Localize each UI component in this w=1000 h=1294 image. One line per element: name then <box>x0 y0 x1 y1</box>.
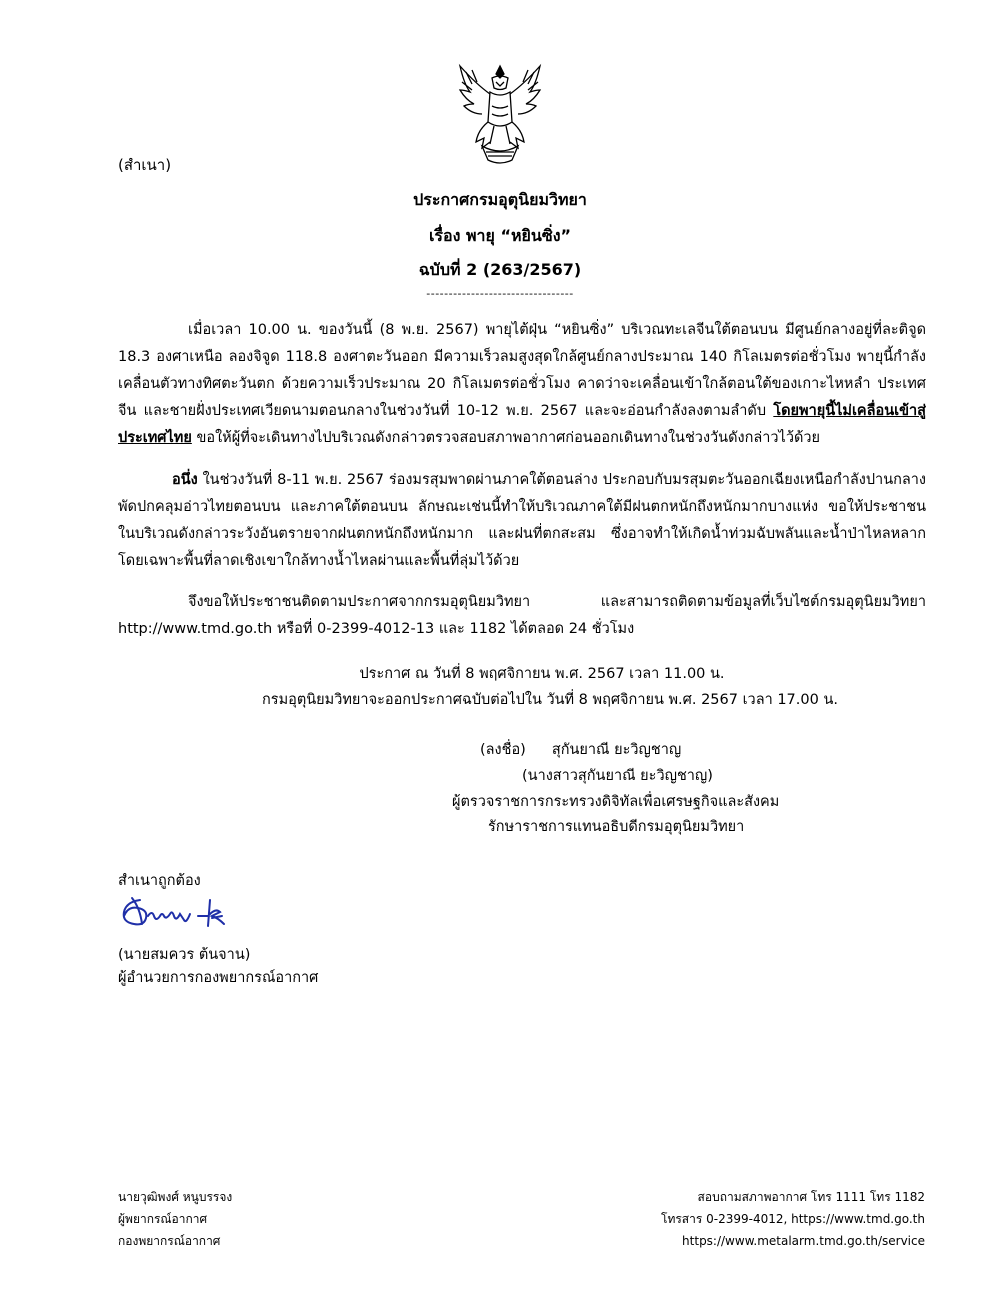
signer-full-name: (นางสาวสุกันยาณี ยะวิญชาญ) <box>522 768 713 784</box>
footer-left-line: นายวุฒิพงศ์ หนูบรรจง <box>118 1190 233 1204</box>
paragraph-tail: ขอให้ผู้ที่จะเดินทางไปบริเวณดังกล่าวตรวจสอบสภาพอากาศก่อนออกเดินทางในช่วงวันดังกล่าวไว้ด้วย <box>191 430 821 446</box>
announcement-issue-number: ฉบับที่ 2 (263/2567) <box>418 260 582 279</box>
announce-date-line: ประกาศ ณ วันที่ 8 พฤศจิกายน พ.ศ. 2567 เวลา 11.00 น. <box>359 666 725 682</box>
signer-position: ผู้ตรวจราชการกระทรวงดิจิทัลเพื่อเศรษฐกิจและสังคม <box>452 794 780 810</box>
signed-name: สุกันยาณี ยะวิญชาญ <box>551 742 682 758</box>
paragraph-text: ในช่วงวันที่ 8-11 พ.ย. 2567 ร่องมรสุมพาดผ่านภาคใต้ตอนล่าง ประกอบกับมรสุมตะวันออกเฉียงเหนือกำลังปานกลางพัดปกคลุมอ่าวไทยตอนบน และภาคใต้ตอนบน ลักษณะเช่นนี้ทำให้บริเวณภาคใต้มีฝนตกหนักถึงหนักมากบางแห่ง ขอให้ประชาชนในบริเวณดังกล่าวระวังอันตรายจากฝนตกหนักถึงหนักมาก และฝนที่ตกสะสม ซึ่งอาจทำให้เกิดน้ำท่วมฉับพลันและน้ำป่าไหลหลาก โดยเฉพาะพื้นที่ลาดเชิงเขาใกล้ทางน้ำไหลผ่านและพื้นที่ลุ่มไว้ด้วย <box>118 472 926 569</box>
paragraph-monsoon-warning <box>118 467 926 575</box>
footer-contact-service-link[interactable]: https://www.metalarm.tmd.go.th/service <box>682 1234 925 1248</box>
footer-contact-phone: สอบถามสภาพอากาศ โทร 1111 โทร 1182 <box>697 1190 925 1204</box>
certifier-position: ผู้อำนวยการกองพยากรณ์อากาศ <box>118 970 319 986</box>
announcement-title: ประกาศกรมอุตุนิยมวิทยา <box>413 190 587 209</box>
paragraph-storm-status <box>118 317 926 452</box>
next-announcement-line: กรมอุตุนิยมวิทยาจะออกประกาศฉบับต่อไปใน วันที่ 8 พฤศจิกายน พ.ศ. 2567 เวลา 17.00 น. <box>262 692 838 708</box>
footer-forecaster <box>118 1186 232 1252</box>
title-separator: --------------------------------- <box>426 287 574 300</box>
signer-acting-position: รักษาราชการแทนอธิบดีกรมอุตุนิยมวิทยา <box>488 819 745 835</box>
footer-contact-fax-link[interactable]: โทรสาร 0-2399-4012, https://www.tmd.go.th <box>661 1212 925 1226</box>
announcement-subject: เรื่อง พายุ “หยินซิ่ง” <box>428 226 572 245</box>
certified-copy-label: สำเนาถูกต้อง <box>118 873 201 889</box>
footer-left-line: กองพยากรณ์อากาศ <box>118 1234 221 1248</box>
signed-line <box>480 738 681 761</box>
copy-mark: (สำเนา) <box>118 156 172 174</box>
certifier-name: (นายสมควร ต้นจาน) <box>118 947 251 963</box>
paragraph-text: เมื่อเวลา 10.00 น. ของวันนี้ (8 พ.ย. 2567) พายุไต้ฝุ่น “หยินซิ่ง” บริเวณทะเลจีนใต้ตอนบน มีศูนย์กลางอยู่ที่ละติจูด 18.3 องศาเหนือ ลองจิจูด 118.8 องศาตะวันออก มีความเร็วลมสูงสุดใกล้ศูนย์กลางประมาณ 140 กิโลเมตรต่อชั่วโมง พายุนี้กำลังเคลื่อนตัวทางทิศตะวันตก ด้วยความเร็วประมาณ 20 กิโลเมตรต่อชั่วโมง คาดว่าจะเคลื่อนเข้าใกล้ตอนใต้ของเกาะไหหลำ ประเทศจีน และชายฝั่งประเทศเวียดนามตอนกลางในช่วงวันที่ 10-12 พ.ย. 2567 และจะอ่อนกำลังลงตามลำดับ <box>118 322 926 419</box>
paragraph-text: จึงขอให้ประชาชนติดตามประกาศจากกรมอุตุนิยมวิทยา และสามารถติดตามข้อมูลที่เว็บไซต์กรมอุตุนิยมวิทยา http://www.tmd.go.th หรือที่ 0-2399-4012-13 และ 1182 ได้ตลอด 24 ชั่วโมง <box>118 594 926 637</box>
paragraph-lead-word: อนึ่ง <box>172 472 198 488</box>
footer-contact <box>661 1186 925 1252</box>
paragraph-follow-updates <box>118 589 926 643</box>
handwritten-signature <box>118 894 228 934</box>
emphasis-not-entering-thailand: โดยพายุนี้ไม่เคลื่อนเข้าสู่ประเทศไทย <box>118 403 926 446</box>
signed-label: (ลงชื่อ) <box>480 742 526 758</box>
garuda-emblem-icon <box>452 60 548 166</box>
footer-left-line: ผู้พยากรณ์อากาศ <box>118 1212 208 1226</box>
